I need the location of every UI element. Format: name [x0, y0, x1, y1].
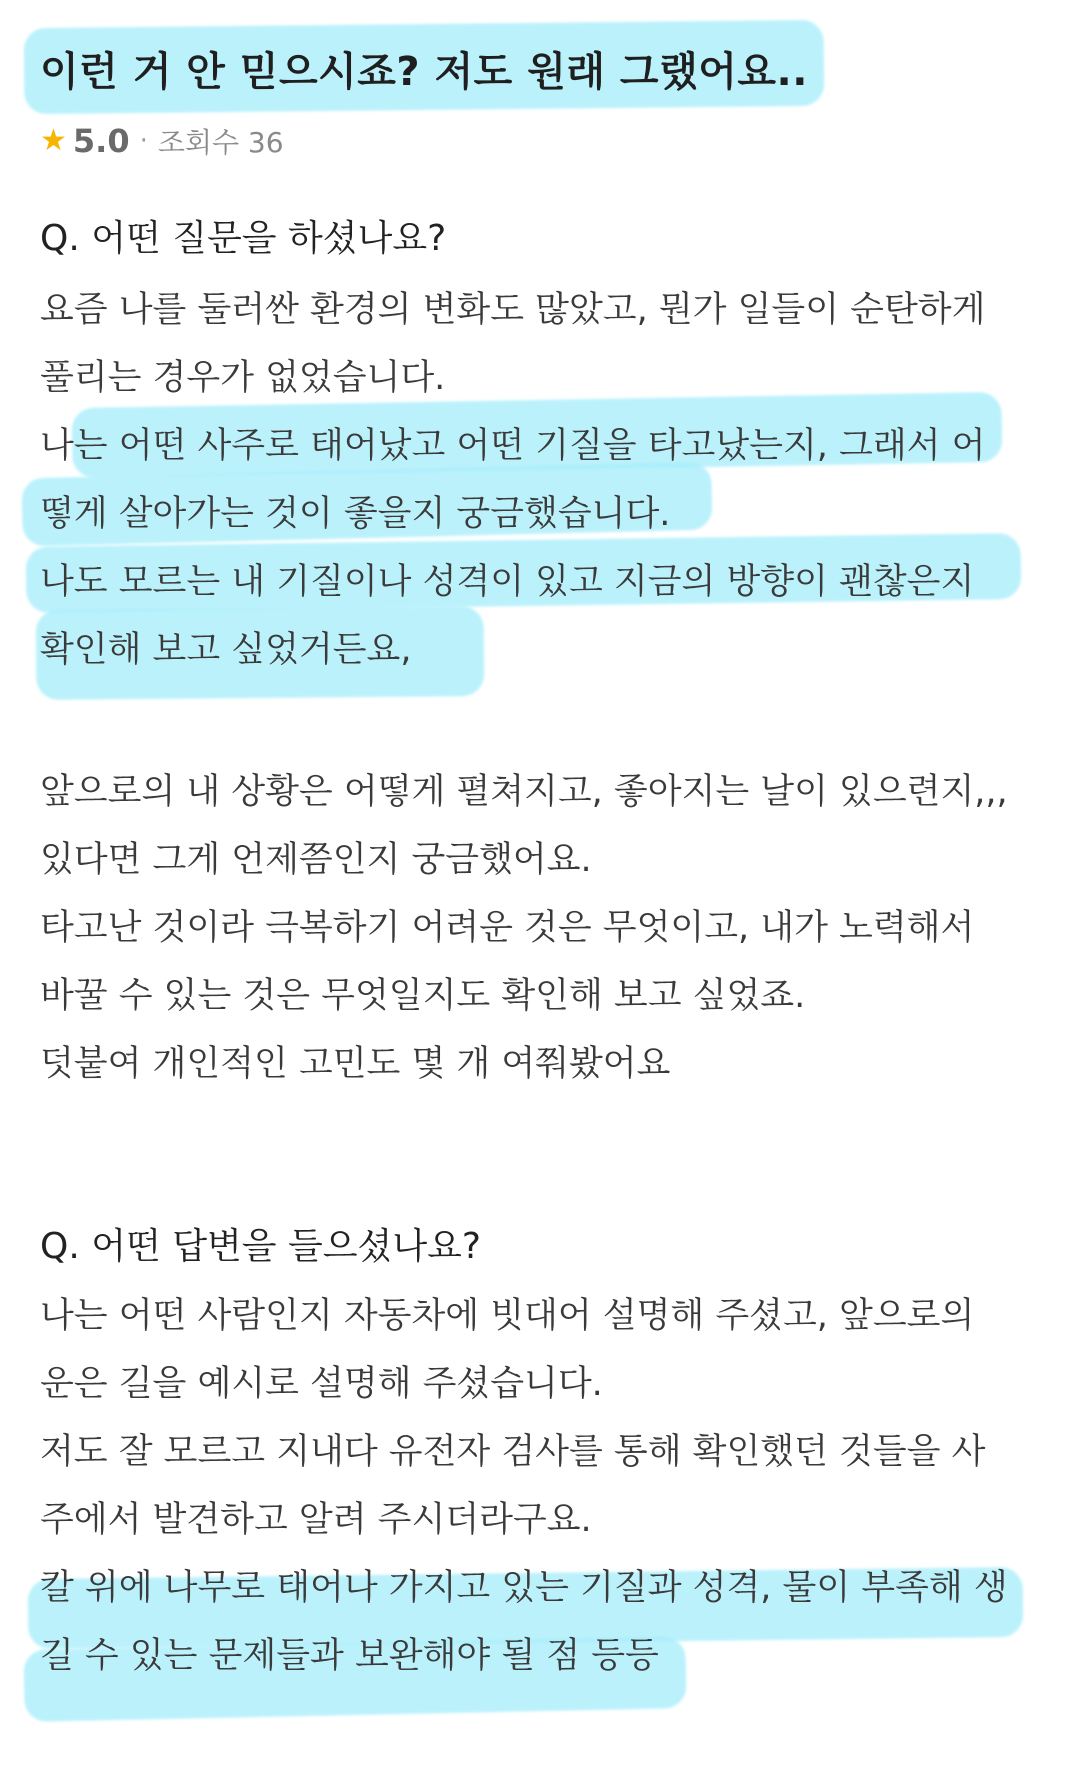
- text-line: 있다면 그게 언제쯤인지 궁금했어요.: [40, 840, 592, 880]
- post-meta: [40, 121, 284, 161]
- question-paragraph: [40, 758, 1040, 1098]
- text-line: 바꿀 수 있는 것은 무엇일지도 확인해 보고 싶었죠.: [40, 976, 806, 1016]
- post-title: 이런 거 안 믿으시죠? 저도 원래 그랬어요..: [40, 49, 808, 95]
- answer-paragraph: [40, 1282, 1040, 1690]
- text-line: 나는 어떤 사람인지 자동차에 빗대어 설명해 주셨고, 앞으로의: [40, 1296, 975, 1336]
- text-line: 칼 위에 나무로 태어나 가지고 있는 기질과 성격, 물이 부족해 생: [40, 1568, 1008, 1608]
- meta-separator: ·: [139, 126, 148, 156]
- text-line: 떻게 살아가는 것이 좋을지 궁금했습니다.: [40, 494, 671, 534]
- view-count: 조회수 36: [157, 126, 284, 159]
- question-paragraph: [40, 276, 1040, 684]
- text-line: 타고난 것이라 극복하기 어려운 것은 무엇이고, 내가 노력해서: [40, 908, 975, 948]
- text-line: 나도 모르는 내 기질이나 성격이 있고 지금의 방향이 괜찮은지: [40, 562, 975, 602]
- text-line: 길 수 있는 문제들과 보완해야 될 점 등등: [40, 1636, 659, 1676]
- text-line: 확인해 보고 싶었거든요,: [40, 630, 412, 670]
- question-heading: Q. 어떤 질문을 하셨나요?: [40, 218, 447, 259]
- text-line: 앞으로의 내 상황은 어떻게 펼쳐지고, 좋아지는 날이 있으련지,,,: [40, 772, 1008, 812]
- text-line: 저도 잘 모르고 지내다 유전자 검사를 통해 확인했던 것들을 사: [40, 1432, 986, 1472]
- text-line: 운은 길을 예시로 설명해 주셨습니다.: [40, 1364, 603, 1404]
- answer-heading: Q. 어떤 답변을 들으셨나요?: [40, 1226, 481, 1267]
- text-line: 주에서 발견하고 알려 주시더라구요.: [40, 1500, 592, 1540]
- text-line: 나는 어떤 사주로 태어났고 어떤 기질을 타고났는지, 그래서 어: [40, 426, 986, 466]
- text-line: 덧붙여 개인적인 고민도 몇 개 여쭤봤어요: [40, 1044, 671, 1084]
- text-line: 풀리는 경우가 없었습니다.: [40, 358, 446, 398]
- text-line: 요즘 나를 둘러싼 환경의 변화도 많았고, 뭔가 일들이 순탄하게: [40, 290, 986, 330]
- star-icon: ★: [40, 123, 67, 158]
- rating-value: 5.0: [72, 122, 130, 160]
